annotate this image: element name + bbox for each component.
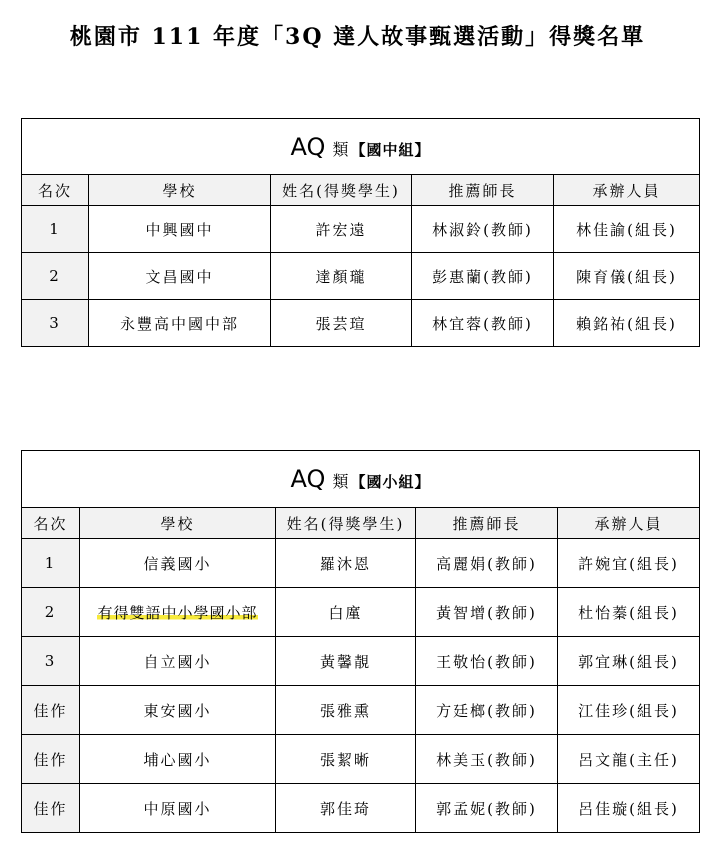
school-cell: 東安國小 [80, 686, 276, 735]
group-label: 【國中組】 [350, 140, 431, 159]
teacher-cell: 王敬怡(教師) [416, 637, 558, 686]
col-staff-header: 承辦人員 [554, 175, 700, 206]
table-row [22, 539, 700, 588]
table-row [22, 784, 700, 833]
col-school-header: 學校 [89, 175, 271, 206]
col-school-header: 學校 [80, 508, 276, 539]
school-cell: 永豐高中國中部 [89, 300, 271, 347]
rank-cell: 1 [22, 539, 80, 588]
table-caption [22, 451, 700, 508]
table-row [22, 637, 700, 686]
school-cell: 文昌國中 [89, 253, 271, 300]
table-row [22, 300, 700, 347]
table-row [22, 206, 700, 253]
teacher-cell: 高麗娟(教師) [416, 539, 558, 588]
rank-cell: 佳作 [22, 686, 80, 735]
staff-cell: 呂佳璇(組長) [558, 784, 700, 833]
staff-cell: 林佳諭(組長) [554, 206, 700, 253]
header-row [22, 508, 700, 539]
school-cell: 埔心國小 [80, 735, 276, 784]
col-teacher-header: 推薦師長 [416, 508, 558, 539]
col-teacher-header: 推薦師長 [412, 175, 554, 206]
student-cell: 張雅熏 [276, 686, 416, 735]
header-row [22, 175, 700, 206]
page-title: 桃園市 111 年度「3Q 達人故事甄選活動」得獎名單 [69, 24, 646, 50]
student-cell: 張絜晰 [276, 735, 416, 784]
teacher-cell: 方廷榔(教師) [416, 686, 558, 735]
rank-cell: 3 [22, 300, 89, 347]
student-cell: 郭佳琦 [276, 784, 416, 833]
student-cell: 白廑 [276, 588, 416, 637]
table-row [22, 735, 700, 784]
table-row [22, 686, 700, 735]
category-label: AQ [290, 465, 326, 493]
school-cell [80, 588, 276, 637]
category-label: AQ [290, 132, 326, 161]
rank-cell: 3 [22, 637, 80, 686]
col-student-header: 姓名(得獎學生) [271, 175, 412, 206]
junior-high-award-table [21, 118, 700, 347]
rank-cell: 佳作 [22, 735, 80, 784]
teacher-cell: 林美玉(教師) [416, 735, 558, 784]
student-cell: 張芸瑄 [271, 300, 412, 347]
rank-cell: 2 [22, 588, 80, 637]
teacher-cell: 彭惠蘭(教師) [412, 253, 554, 300]
rank-cell: 2 [22, 253, 89, 300]
elementary-award-table [21, 450, 700, 833]
teacher-cell: 黃智增(教師) [416, 588, 558, 637]
school-cell: 中原國小 [80, 784, 276, 833]
school-cell: 信義國小 [80, 539, 276, 588]
student-cell: 達顏瓏 [271, 253, 412, 300]
student-cell: 許宏遠 [271, 206, 412, 253]
group-label: 【國小組】 [350, 473, 431, 491]
staff-cell: 杜怡蓁(組長) [558, 588, 700, 637]
col-rank-header: 名次 [22, 175, 89, 206]
staff-cell: 許婉宜(組長) [558, 539, 700, 588]
col-rank-header: 名次 [22, 508, 80, 539]
rank-cell: 佳作 [22, 784, 80, 833]
category-suffix: 類 [332, 139, 351, 159]
category-suffix: 類 [332, 472, 351, 491]
rank-cell: 1 [22, 206, 89, 253]
staff-cell: 賴銘祐(組長) [554, 300, 700, 347]
col-student-header: 姓名(得獎學生) [276, 508, 416, 539]
col-staff-header: 承辦人員 [558, 508, 700, 539]
staff-cell: 陳育儀(組長) [554, 253, 700, 300]
student-cell: 羅沐恩 [276, 539, 416, 588]
school-cell: 自立國小 [80, 637, 276, 686]
teacher-cell: 郭孟妮(教師) [416, 784, 558, 833]
teacher-cell: 林淑鈴(教師) [412, 206, 554, 253]
staff-cell: 呂文龍(主任) [558, 735, 700, 784]
school-cell: 中興國中 [89, 206, 271, 253]
staff-cell: 江佳珍(組長) [558, 686, 700, 735]
table-row [22, 588, 700, 637]
staff-cell: 郭宜琳(組長) [558, 637, 700, 686]
student-cell: 黃馨靚 [276, 637, 416, 686]
table-row [22, 253, 700, 300]
highlighted-school-name: 有得雙語中小學國小部 [97, 603, 258, 622]
teacher-cell: 林宜蓉(教師) [412, 300, 554, 347]
table-caption [22, 119, 700, 175]
